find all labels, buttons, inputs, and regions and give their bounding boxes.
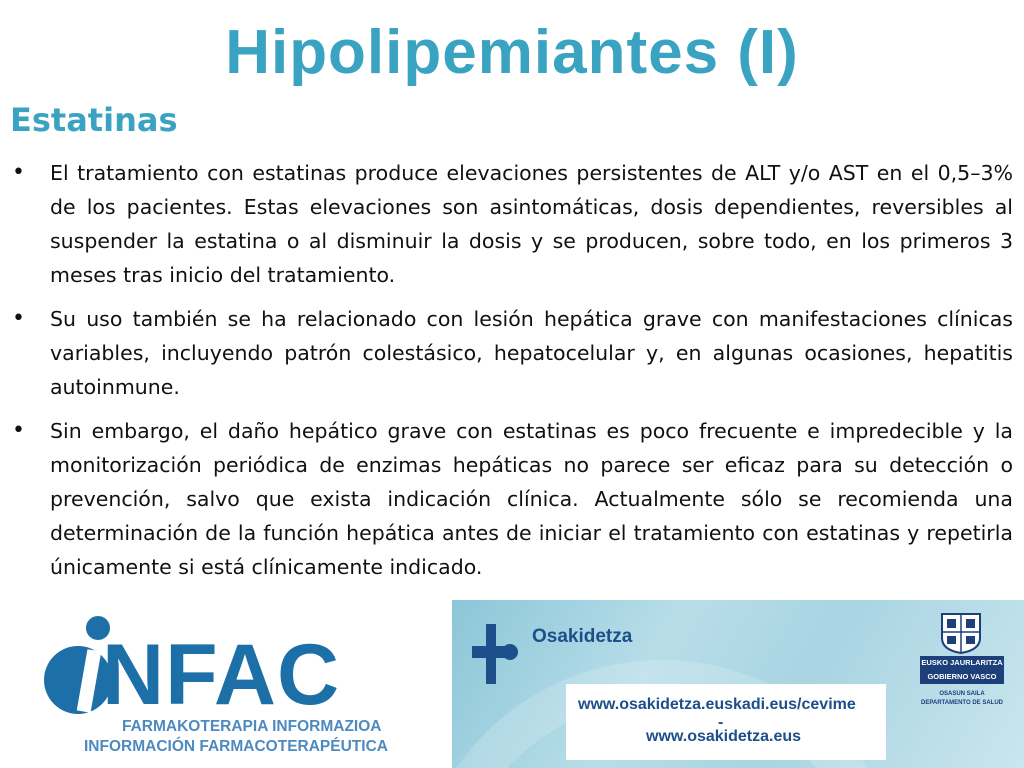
osakidetza-link[interactable]: www.osakidetza.eus <box>646 728 802 745</box>
slide-subtitle: Estatinas <box>10 101 178 139</box>
bullet-list <box>10 156 1013 594</box>
gobierno-vasco-label <box>920 656 1004 684</box>
infac-tagline-spanish: INFORMACIÓN FARMACOTERAPÉUTICA <box>84 738 388 755</box>
bullet-item <box>10 156 1013 292</box>
department-line1: OSASUN SAILA <box>939 691 985 697</box>
cevime-link[interactable]: www.osakidetza.euskadi.eus/cevime <box>578 696 856 713</box>
bullet-text: Su uso también se ha relacionado con lesión hepática grave con manifestaciones clínicas variables, incluyendo patrón colestásico, hepatocelular y, en algunas ocasiones, hepatitis autoinmune. <box>50 307 1013 399</box>
infac-logo <box>40 612 388 762</box>
infac-wordmark: NFAC <box>102 627 341 723</box>
bullet-item <box>10 414 1013 584</box>
slide-title: Hipolipemiantes (I) <box>225 18 799 87</box>
osakidetza-name: Osakidetza <box>532 626 633 647</box>
infac-tagline-basque: FARMAKOTERAPIA INFORMAZIOA <box>122 718 382 735</box>
url-separator: - <box>718 714 724 731</box>
gobierno-line1: EUSKO JAURLARITZA <box>921 658 1003 667</box>
bullet-item <box>10 302 1013 404</box>
department-label <box>920 690 1004 708</box>
department-line2: DEPARTAMENTO DE SALUD <box>920 700 1003 706</box>
bullet-dot-icon: • <box>12 306 25 331</box>
bullet-dot-icon: • <box>12 160 25 185</box>
basque-crest-icon <box>938 612 984 654</box>
gobierno-line2: GOBIERNO VASCO <box>927 672 997 681</box>
bullet-dot-icon: • <box>12 418 25 443</box>
url-box <box>566 684 886 760</box>
footer-banner <box>452 600 1024 768</box>
gobierno-vasco-logo <box>920 612 1004 732</box>
osakidetza-cross-icon <box>472 624 518 684</box>
bullet-text: El tratamiento con estatinas produce elevaciones persistentes de ALT y/o AST en el 0,5–3% de los pacientes. Estas elevaciones son asintomáticas, dosis dependientes, reversibles al suspender la estatina o al disminuir la dosis y se producen, sobre todo, en los primeros 3 meses tras inicio del tratamiento. <box>50 161 1013 287</box>
bullet-text: Sin embargo, el daño hepático grave con estatinas es poco frecuente e impredecible y la monitorización periódica de enzimas hepáticas no parece ser eficaz para su detección o prevención, salvo que exista indicación clínica. Actualmente sólo se recomienda una determinación de la función hepática antes de iniciar el tratamiento con estatinas y repetirla únicamente si está clínicamente indicado. <box>50 419 1013 579</box>
